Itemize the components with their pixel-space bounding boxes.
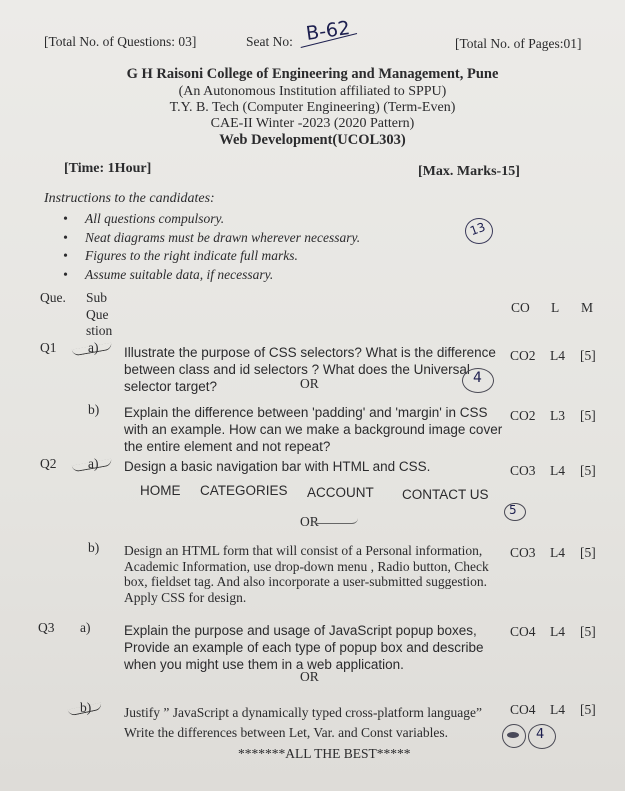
question-co: CO2 <box>510 408 536 423</box>
question-co: CO2 <box>510 348 536 363</box>
question-text: Illustrate the purpose of CSS selectors? What is the difference between class and id selectors ? What does the Universal selector target? <box>124 345 496 394</box>
score-handwritten: 5 <box>509 503 517 517</box>
question-marks: [5] <box>580 702 596 717</box>
program-name: T.Y. B. Tech (Computer Engineering) (Term-Even) <box>169 100 456 115</box>
navbar-item-account: ACCOUNT <box>307 485 374 500</box>
score-handwritten: 13 <box>468 219 488 239</box>
institute-affiliation: (An Autonomous Institution affiliated to SPPU) <box>178 84 447 99</box>
col-header-question: Que. <box>40 290 66 305</box>
total-questions: [Total No. of Questions: 03] <box>44 34 197 49</box>
question-level: L4 <box>550 624 565 639</box>
question-number: Q1 <box>40 340 57 355</box>
question-text: Justify ” JavaScript a dynamically typed cross-platform language” <box>124 705 483 720</box>
score-handwritten: 4 <box>473 370 482 386</box>
question-text: Explain the difference between 'padding' and 'margin' in CSS with an example. How can we make a background image cover the entire element and not repeat? <box>124 405 503 454</box>
question-marks: [5] <box>580 408 596 423</box>
col-header-subquestion: Sub Que stion <box>86 290 113 338</box>
question-marks: [5] <box>580 545 596 560</box>
subquestion-label: a) <box>88 340 99 355</box>
subquestion-label: b) <box>88 540 100 555</box>
question-text: Design an HTML form that will consist of a Personal information, Academic Information, use drop-down menu , Radio button, Check box, fieldset tag. And also incorporate a user-submitted suggestion. Apply CSS for design. <box>124 543 489 605</box>
navbar-item-home: HOME <box>140 483 181 498</box>
instruction-item: • Assume suitable data, if necessary. <box>63 266 274 282</box>
question-co: CO4 <box>510 702 536 717</box>
total-pages: [Total No. of Pages:01] <box>455 36 582 51</box>
instructions-title: Instructions to the candidates: <box>44 191 215 206</box>
question-level: L4 <box>550 463 565 478</box>
question-number: Q2 <box>40 456 57 471</box>
instruction-item: • Neat diagrams must be drawn wherever necessary. <box>63 229 361 245</box>
question-co: CO3 <box>510 463 536 478</box>
exam-time: [Time: 1Hour] <box>64 161 152 176</box>
seat-label: Seat No: <box>246 34 293 49</box>
question-text: Explain the purpose and usage of JavaScript popup boxes, Provide an example of each type of popup box and describe when you might use them in a web application. <box>124 623 484 672</box>
or-separator: OR <box>300 514 319 529</box>
score-handwritten: 4 <box>536 727 545 742</box>
subquestion-label: a) <box>88 456 99 471</box>
max-marks: [Max. Marks-15] <box>418 164 520 179</box>
instructions-list <box>63 210 360 284</box>
question-level: L4 <box>550 702 565 717</box>
institute-name: G H Raisoni College of Engineering and Management, Pune <box>126 66 499 82</box>
navbar-item-categories: CATEGORIES <box>200 483 288 498</box>
question-level: L4 <box>550 348 565 363</box>
instruction-item: • Figures to the right indicate full marks. <box>63 248 298 263</box>
question-level: L3 <box>550 408 565 423</box>
col-header-level: L <box>551 300 560 315</box>
question-co: CO4 <box>510 624 536 639</box>
scribble-mark <box>507 732 519 738</box>
question-co: CO3 <box>510 545 536 560</box>
question-text-line2: Write the differences between Let, Var. and Const variables. <box>124 725 448 740</box>
question-number: Q3 <box>38 620 55 635</box>
question-marks: [5] <box>580 348 596 363</box>
exam-name: CAE-II Winter -2023 (2020 Pattern) <box>210 116 415 131</box>
pen-stroke <box>312 518 358 524</box>
navbar-item-contact: CONTACT US <box>402 487 489 502</box>
seat-number-handwritten: B-62 <box>304 17 352 45</box>
col-header-co: CO <box>511 300 530 315</box>
question-text: Design a basic navigation bar with HTML and CSS. <box>124 459 431 474</box>
subquestion-label: b) <box>80 700 92 715</box>
instruction-item: • All questions compulsory. <box>63 211 225 226</box>
subquestion-label: a) <box>80 620 91 635</box>
or-separator: OR <box>300 376 319 391</box>
col-header-marks: M <box>581 300 594 315</box>
question-level: L4 <box>550 545 565 560</box>
question-marks: [5] <box>580 463 596 478</box>
or-separator: OR <box>300 669 319 684</box>
footer-message: *******ALL THE BEST***** <box>238 746 411 761</box>
subquestion-label: b) <box>88 402 100 417</box>
subject-name: Web Development(UCOL303) <box>219 132 406 148</box>
question-marks: [5] <box>580 624 596 639</box>
